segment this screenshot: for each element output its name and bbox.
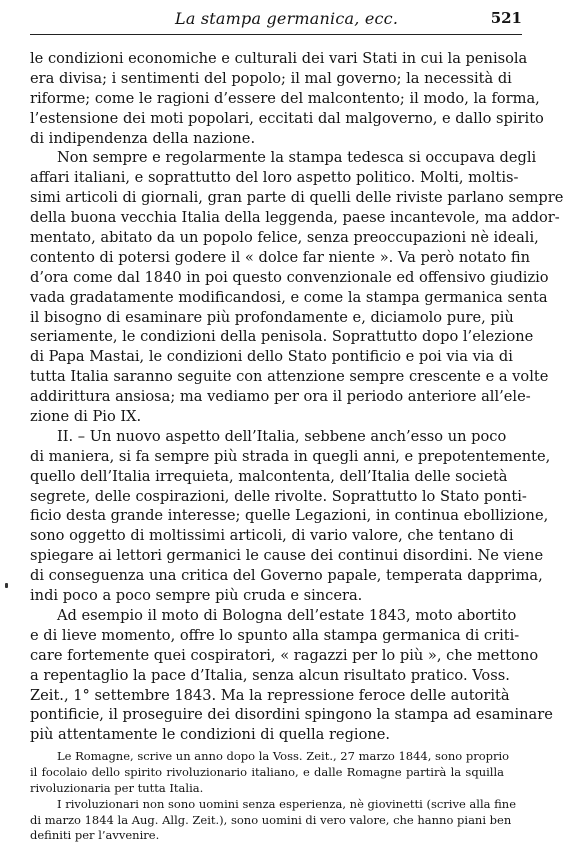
page-number: 521 — [490, 9, 522, 27]
text-line: di Papa Mastai, le condizioni dello Stato pontificio e poi via via di — [30, 348, 513, 366]
text-line: il bisogno di esaminare più profondamente e, diciamolo pure, più — [30, 308, 514, 326]
text-line: quello dell’Italia irrequieta, malcontenta, dell’Italia delle società — [30, 467, 508, 485]
text-line: e di lieve momento, offre lo spunto alla stampa germanica di criti- — [30, 626, 520, 644]
text-line: di maniera, si fa sempre più strada in quegli anni, e prepotentemente, — [30, 447, 551, 465]
text-line: affari italiani, e soprattutto del loro aspetto politico. Molti, moltis- — [30, 169, 519, 187]
footnote-line: il focolaio dello spirito rivoluzionario italiano, e dalle Romagne partirà la squilla — [30, 764, 504, 779]
text-line: contento di potersi godere il « dolce far niente ». Va però notato fin — [30, 248, 530, 266]
footnotes — [30, 749, 517, 844]
text-line: riforme; come le ragioni d’essere del malcontento; il modo, la forma, — [30, 89, 540, 107]
text-line: seriamente, le condizioni della penisola. Soprattutto dopo l’elezione — [30, 328, 534, 346]
text-line: Non sempre e regolarmente la stampa tedesca si occupava degli — [57, 149, 537, 167]
text-line: della buona vecchia Italia della leggenda, paese incantevole, ma addor- — [30, 209, 560, 227]
text-line: zione di Pio IX. — [30, 408, 142, 426]
text-line: a repentaglio la pace d’Italia, senza alcun risultato pratico. Voss. — [30, 666, 510, 684]
text-line: simi articoli di giornali, gran parte di quelli delle riviste parlano sempre — [30, 189, 563, 207]
footnote-line: definiti per l’avvenire. — [30, 828, 160, 843]
text-line: ficio desta grande interesse; quelle Legazioni, in continua ebollizione, — [30, 507, 549, 525]
text-line: spiegare ai lettori germanici le cause dei continui disordini. Ne viene — [30, 547, 544, 565]
text-line: d’ora come dal 1840 in poi questo convenzionale ed offensivo giudizio — [30, 268, 549, 286]
text-line: di conseguenza una critica del Governo papale, temperata dapprima, — [30, 567, 543, 585]
text-line: care fortemente quei cospiratori, « ragazzi per lo più », che mettono — [30, 646, 539, 664]
footnote-line: Le Romagne, scrive un anno dopo la Voss. Zeit., 27 marzo 1844, sono proprio — [57, 749, 510, 763]
page-header — [30, 6, 522, 30]
text-line: Ad esempio il moto di Bologna dell’estate 1843, moto abortito — [57, 606, 517, 624]
footnote-line: di marzo 1844 la Aug. Allg. Zeit.), sono uomini di vero valore, che hanno piani ben — [30, 812, 512, 827]
running-title: La stampa germanica, ecc. — [175, 9, 399, 28]
text-line: di indipendenza della nazione. — [30, 129, 256, 147]
text-line: II. – Un nuovo aspetto dell’Italia, sebbene anch’esso un poco — [57, 427, 507, 445]
text-line: l’estensione dei moti popolari, eccitati dal malgoverno, e dallo spirito — [30, 109, 544, 127]
text-line: sono oggetto di moltissimi articoli, di vario valore, che tentano di — [30, 527, 514, 545]
body-text — [30, 49, 563, 745]
text-line: tutta Italia saranno seguite con attenzione sempre crescente e a volte — [30, 368, 549, 386]
text-line: Zeit., 1° settembre 1843. Ma la repressione feroce delle autorità — [30, 686, 510, 704]
text-line: più attentamente le condizioni di quella regione. — [30, 726, 391, 744]
text-line: mentato, abitato da un popolo felice, senza preoccupazioni nè ideali, — [30, 229, 539, 247]
text-line: pontificie, il proseguire dei disordini spingono la stampa ad esaminare — [30, 706, 553, 724]
margin-speck — [5, 583, 8, 588]
footnote-line: rivoluzionaria per tutta Italia. — [30, 780, 204, 795]
text-line: le condizioni economiche e culturali dei vari Stati in cui la penisola — [30, 50, 528, 67]
header-rule — [30, 34, 522, 35]
text-line: vada gradatamente modificandosi, e come la stampa germanica senta — [30, 288, 548, 306]
text-line: era divisa; i sentimenti del popolo; il mal governo; la necessità di — [30, 69, 512, 87]
text-line: segrete, delle cospirazioni, delle rivolte. Soprattutto lo Stato ponti- — [30, 487, 527, 505]
text-line: addirittura ansiosa; ma vediamo per ora il periodo anteriore all’ele- — [30, 388, 531, 406]
text-line: indi poco a poco sempre più cruda e sincera. — [30, 587, 363, 605]
footnote-line: I rivoluzionari non sono uomini senza esperienza, nè giovinetti (scrive alla fine — [57, 796, 517, 811]
